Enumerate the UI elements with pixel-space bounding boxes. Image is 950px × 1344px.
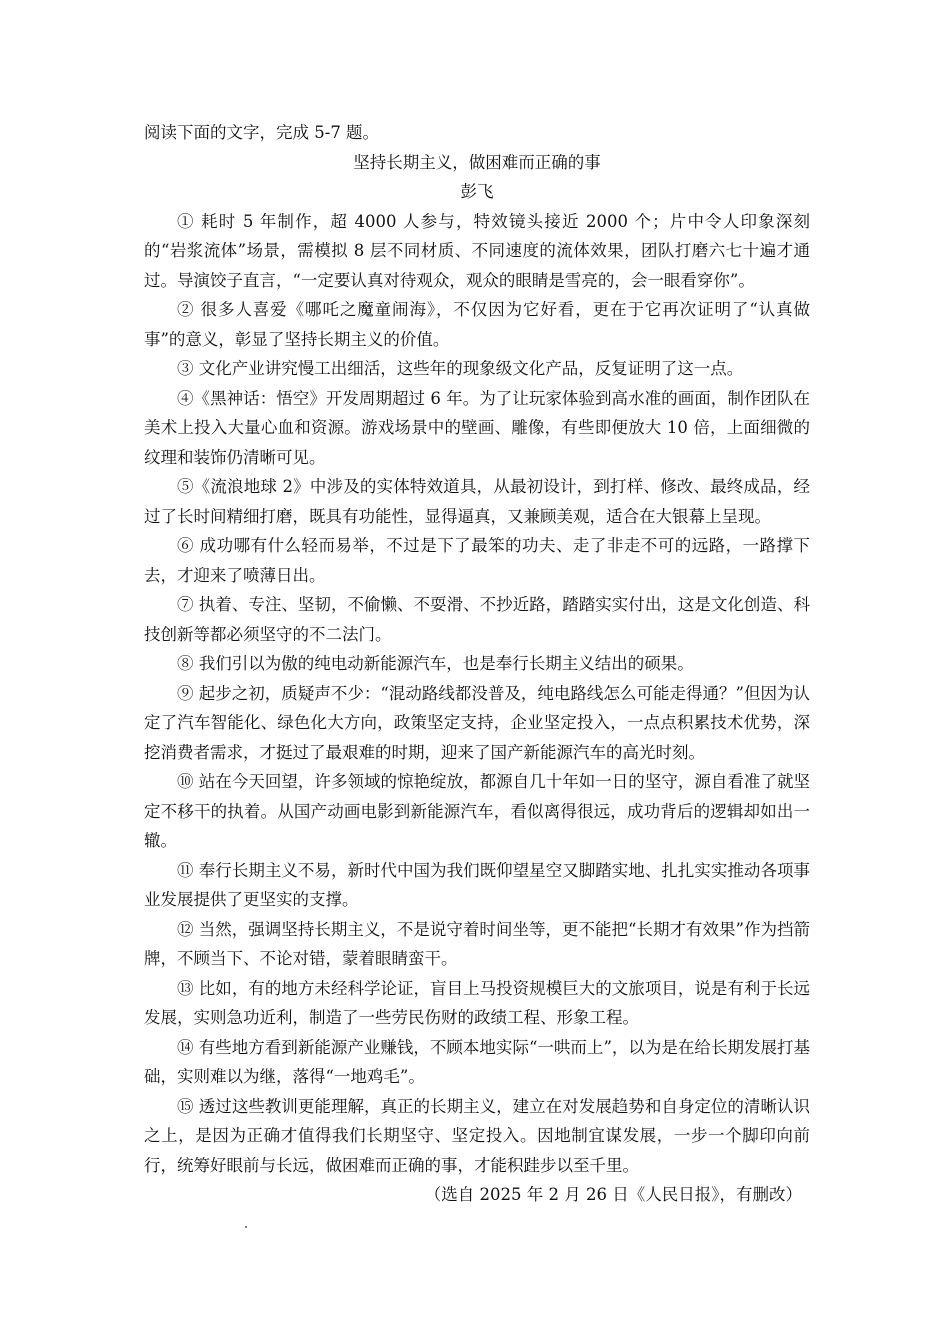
paragraph-9: ⑨ 起步之初，质疑声不少：“混动路线都没普及，纯电路线怎么可能走得通？”但因为认定了汽车智能化、绿色化大方向，政策坚定支持，企业坚定投入，一点点积累技术优势，深挖消费者需求，才挺过了最艰难的时期，迎来了国产新能源汽车的高光时刻。 xyxy=(144,683,810,762)
paragraph-13: ⑬ 比如，有的地方未经科学论证，盲目上马投资规模巨大的文旅项目，说是有利于长远发展，实则急功近利，制造了一些劳民伤财的政绩工程、形象工程。 xyxy=(144,978,810,1027)
paragraph-5: ⑤《流浪地球 2》中涉及的实体特效道具，从最初设计，到打样、修改、最终成品，经过了长时间精细打磨，既具有功能性，显得逼真，又兼顾美观，适合在大银幕上呈现。 xyxy=(144,477,810,526)
paragraph-1: ① 耗时 5 年制作，超 4000 人参与，特效镜头接近 2000 个；片中令人印象深刻的“岩浆流体”场景，需模拟 8 层不同材质、不同速度的流体效果，团队打磨六七十遍才通过。导演饺子直言，“一定要认真对待观众，观众的眼睛是雪亮的，会一眼看穿你”。 xyxy=(144,211,810,290)
document-page xyxy=(144,118,810,1210)
paragraph-2: ② 很多人喜爱《哪吒之魔童闹海》，不仅因为它好看，更在于它再次证明了“认真做事”的意义，彰显了坚持长期主义的价值。 xyxy=(144,300,810,349)
instruction-text: 阅读下面的文字，完成 5-7 题。 xyxy=(144,123,380,142)
paragraph-6: ⑥ 成功哪有什么轻而易举，不过是下了最笨的功夫、走了非走不可的远路，一路撑下去，才迎来了喷薄日出。 xyxy=(144,536,810,585)
source-citation: （选自 2025 年 2 月 26 日《人民日报》，有删改） xyxy=(424,1185,802,1204)
article-author: 彭飞 xyxy=(460,182,494,201)
paragraph-8: ⑧ 我们引以为傲的纯电动新能源汽车，也是奉行长期主义结出的硕果。 xyxy=(177,654,694,673)
paragraph-4: ④《黑神话：悟空》开发周期超过 6 年。为了让玩家体验到高水准的画面，制作团队在美术上投入大量心血和资源。游戏场景中的壁画、雕像，有些即便放大 10 倍，上面细微的纹理和装饰仍清晰可见。 xyxy=(144,388,810,467)
paragraph-15: ⑮ 透过这些教训更能理解，真正的长期主义，建立在对发展趋势和自身定位的清晰认识之上，是因为正确才值得我们长期坚守、坚定投入。因地制宜谋发展，一步一个脚印向前行，统筹好眼前与长远，做困难而正确的事，才能积跬步以至千里。 xyxy=(144,1096,810,1175)
paragraph-14: ⑭ 有些地方看到新能源产业赚钱，不顾本地实际“一哄而上”，以为是在给长期发展打基础，实则难以为继，落得“一地鸡毛”。 xyxy=(144,1037,810,1086)
paragraph-11: ⑪ 奉行长期主义不易，新时代中国为我们既仰望星空又脚踏实地、扎扎实实推动各项事业发展提供了更坚实的支撑。 xyxy=(144,860,810,909)
paragraph-3: ③ 文化产业讲究慢工出细活，这些年的现象级文化产品，反复证明了这一点。 xyxy=(177,359,744,378)
stray-dot xyxy=(245,1226,247,1228)
paragraph-7: ⑦ 执着、专注、坚韧，不偷懒、不耍滑、不抄近路，踏踏实实付出，这是文化创造、科技创新等都必须坚守的不二法门。 xyxy=(144,595,810,644)
article-title: 坚持长期主义，做困难而正确的事 xyxy=(353,152,601,172)
paragraph-10: ⑩ 站在今天回望，许多领域的惊艳绽放，都源自几十年如一日的坚守，源自看准了就坚定不移干的执着。从国产动画电影到新能源汽车，看似离得很远，成功背后的逻辑却如出一辙。 xyxy=(144,772,810,850)
paragraph-12: ⑫ 当然，强调坚持长期主义，不是说守着时间坐等，更不能把“长期才有效果”作为挡箭牌，不顾当下、不论对错，蒙着眼睛蛮干。 xyxy=(144,919,810,968)
